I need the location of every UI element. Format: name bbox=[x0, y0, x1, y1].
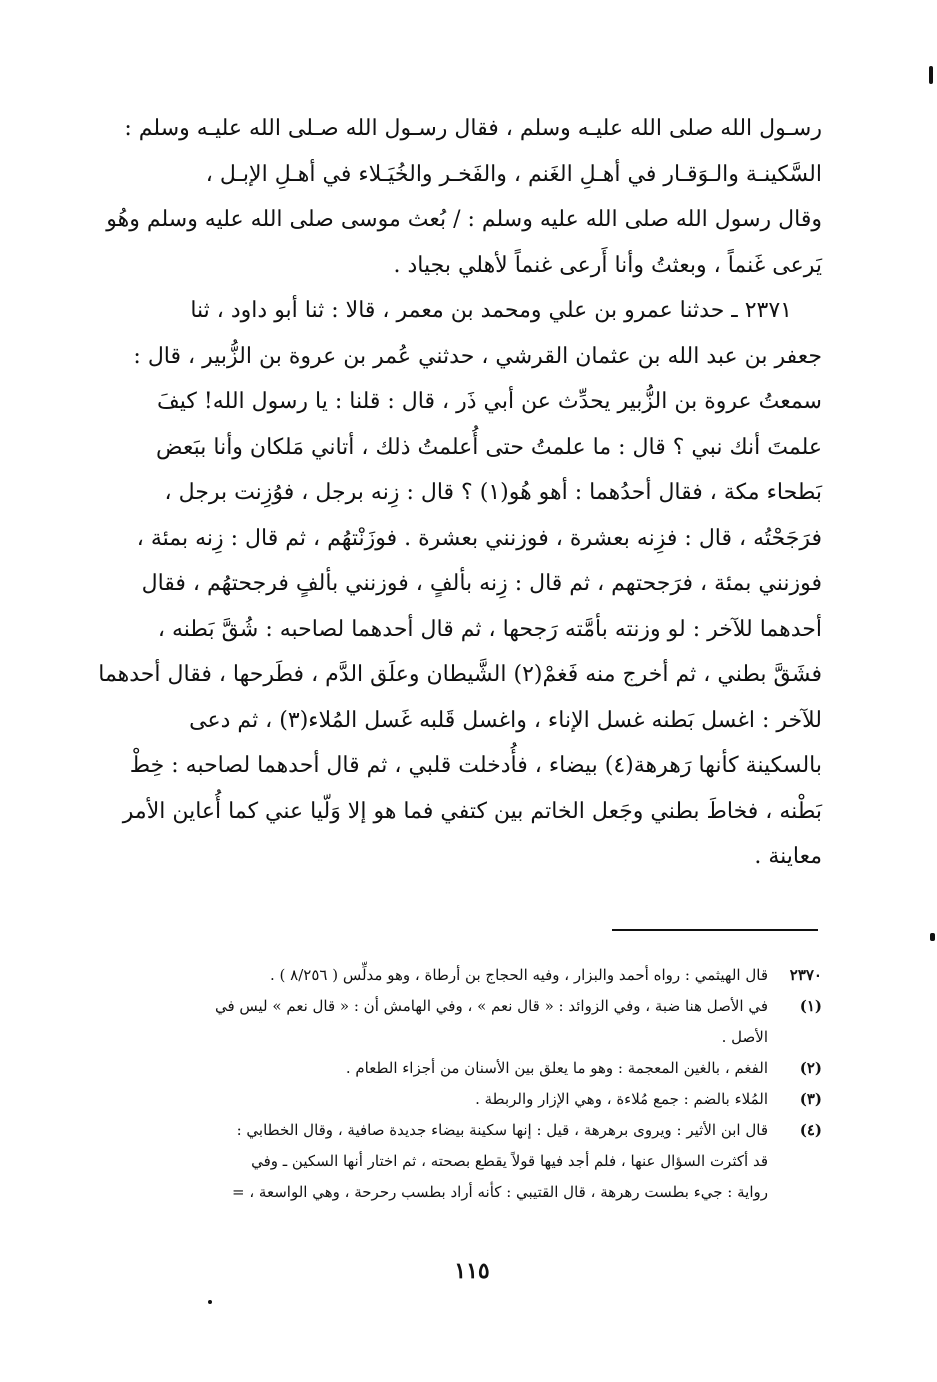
footnote-line: الأصل . bbox=[721, 1028, 768, 1046]
text-line: فوزنني بمئة ، فرَجحتهم ، ثم قال : زِنه بألفٍ ، فوزنني بألفٍ فرجحتهُم ، فقال bbox=[141, 571, 822, 596]
footnote-mark: ٢٣٧٠ bbox=[789, 966, 822, 984]
footnote-mark: (٢) bbox=[799, 1059, 822, 1077]
text-line: بَطحاء مكة ، فقال أحدُهما : أهو هُو(١) ؟ قال : زِنه برجل ، فوُزِنت برجل ، bbox=[164, 480, 822, 505]
text-line: رسـول الله صلى الله عليـه وسلم ، فقال رسـول الله صـلى الله عليـه وسلم : bbox=[124, 116, 822, 141]
footnote-mark: (١) bbox=[799, 997, 822, 1015]
text-line: جعفر بن عبد الله بن عثمان القرشي ، حدثني عُمر بن عروة بن الزُّبير ، قال : bbox=[133, 343, 822, 369]
footnote-body bbox=[160, 1084, 768, 1115]
footnote-body bbox=[160, 1053, 768, 1084]
footnote-body bbox=[160, 960, 768, 991]
scan-mark bbox=[930, 933, 935, 941]
text-line: أحدهما للآخر : لو وزنته بأمَّته رَجحها ، ثم قال أحدهما لصاحبه : شُقَّ بَطنه ، bbox=[157, 616, 822, 642]
text-line: بالسكينة كأنها رَهرهة(٤) بيضاء ، فأُدخلت قلبي ، ثم قال أحدهما لصاحبه : خِطْ bbox=[129, 753, 822, 778]
page-number: ١١٥ bbox=[454, 1258, 490, 1284]
footnote-line: قد أكثرت السؤال عنها ، فلم أجد فيها قولاً يقطع بصحته ، ثم اختار أنها السكين ـ وفي bbox=[251, 1152, 768, 1170]
text-line: فرَجَحْتُه ، قال : فزِنه بعشرة ، فوزنني بعشرة . فوزَنْتهُم ، ثم قال : زِنه بمئة ، bbox=[136, 525, 822, 551]
main-text-block bbox=[98, 106, 822, 880]
footnote-line: المُلاء بالضم : جمع مُلاءة ، وهي الإزار والربطة . bbox=[475, 1090, 768, 1108]
footnote bbox=[160, 1053, 822, 1084]
footnote-line: في الأصل هنا ضبة ، وفي الزوائد : « قال نعم » ، وفي الهامش أن : « قال نعم » ليس في bbox=[214, 997, 768, 1015]
footnote bbox=[160, 1084, 822, 1115]
footnote-line: الفغم ، بالغين المعجمة : وهو ما يعلق بين الأسنان من أجزاء الطعام . bbox=[345, 1059, 768, 1077]
text-line: بَطْنه ، فخاطَ بطني وجَعل الخاتم بين كتفي فما هو إلا وَلّيا عني كما أُعاين الأمر bbox=[122, 798, 822, 824]
text-line: يَرعى غَنماً ، وبعثتُ وأنا أَرعى غنماً لأهلي بجياد . bbox=[393, 252, 822, 278]
footnote bbox=[160, 960, 822, 991]
footnote-body bbox=[160, 991, 768, 1053]
scan-mark bbox=[929, 66, 933, 84]
footnotes-section bbox=[160, 960, 822, 1208]
footnote-line: قال ابن الأثير : ويروى برهرهة ، قيل : إنها سكينة بيضاء جديدة صافية ، وقال الخطابي : bbox=[236, 1121, 768, 1139]
footnote-separator bbox=[612, 929, 818, 931]
footnote-body bbox=[160, 1115, 768, 1208]
footnote-line: رواية : جيء بطست رهرهة ، قال القتيبي : كأنه أراد بطسب رحرحة ، وهي الواسعة ، = bbox=[231, 1183, 768, 1201]
footnote-mark: (٤) bbox=[799, 1121, 822, 1139]
hadith-start-line: ٢٣٧١ ـ حدثنا عمرو بن علي ومحمد بن معمر ، قالا : ثنا أبو داود ، ثنا bbox=[190, 298, 792, 323]
text-line: سمعتُ عروة بن الزُّبير يحدِّث عن أبي ذَر ، قال : قلنا : يا رسول الله! كيفَ bbox=[157, 389, 822, 414]
footnote-line: قال الهيثمي : رواه أحمد والبزار ، وفيه الحجاج بن أرطاة ، وهو مدلِّس ( ٨/٢٥٦ ) . bbox=[270, 966, 768, 984]
scan-mark bbox=[208, 1300, 212, 1304]
text-line: فشَقَّ بطني ، ثم أخرج منه فَغمْ(٢) الشَّيطان وعلَق الدَّم ، فطَرحها ، فقال أحدهما bbox=[98, 662, 822, 687]
text-line: السَّكينـة والـوَقـار في أهـلِ الغَنم ، والفَخـر والخُيَـلاء في أهـلِ الإبـل ، bbox=[205, 161, 822, 187]
footnote bbox=[160, 991, 822, 1053]
footnote-mark: (٣) bbox=[799, 1090, 822, 1108]
text-line: للآخر : اغسل بَطنه غسل الإناء ، واغسل قَلبه غَسل المُلاء(٣) ، ثم دعى bbox=[189, 707, 822, 733]
text-line: وقال رسول الله صلى الله عليه وسلم : / بُعث موسى صلى الله عليه وسلم وهُو bbox=[106, 207, 822, 232]
footnote bbox=[160, 1115, 822, 1208]
text-line: علمتَ أنك نبي ؟ قال : ما علمتُ حتى أُعلمتُ ذلك ، أتاني مَلكان وأنا ببَعض bbox=[156, 434, 822, 460]
text-line: معاينة . bbox=[754, 844, 822, 869]
